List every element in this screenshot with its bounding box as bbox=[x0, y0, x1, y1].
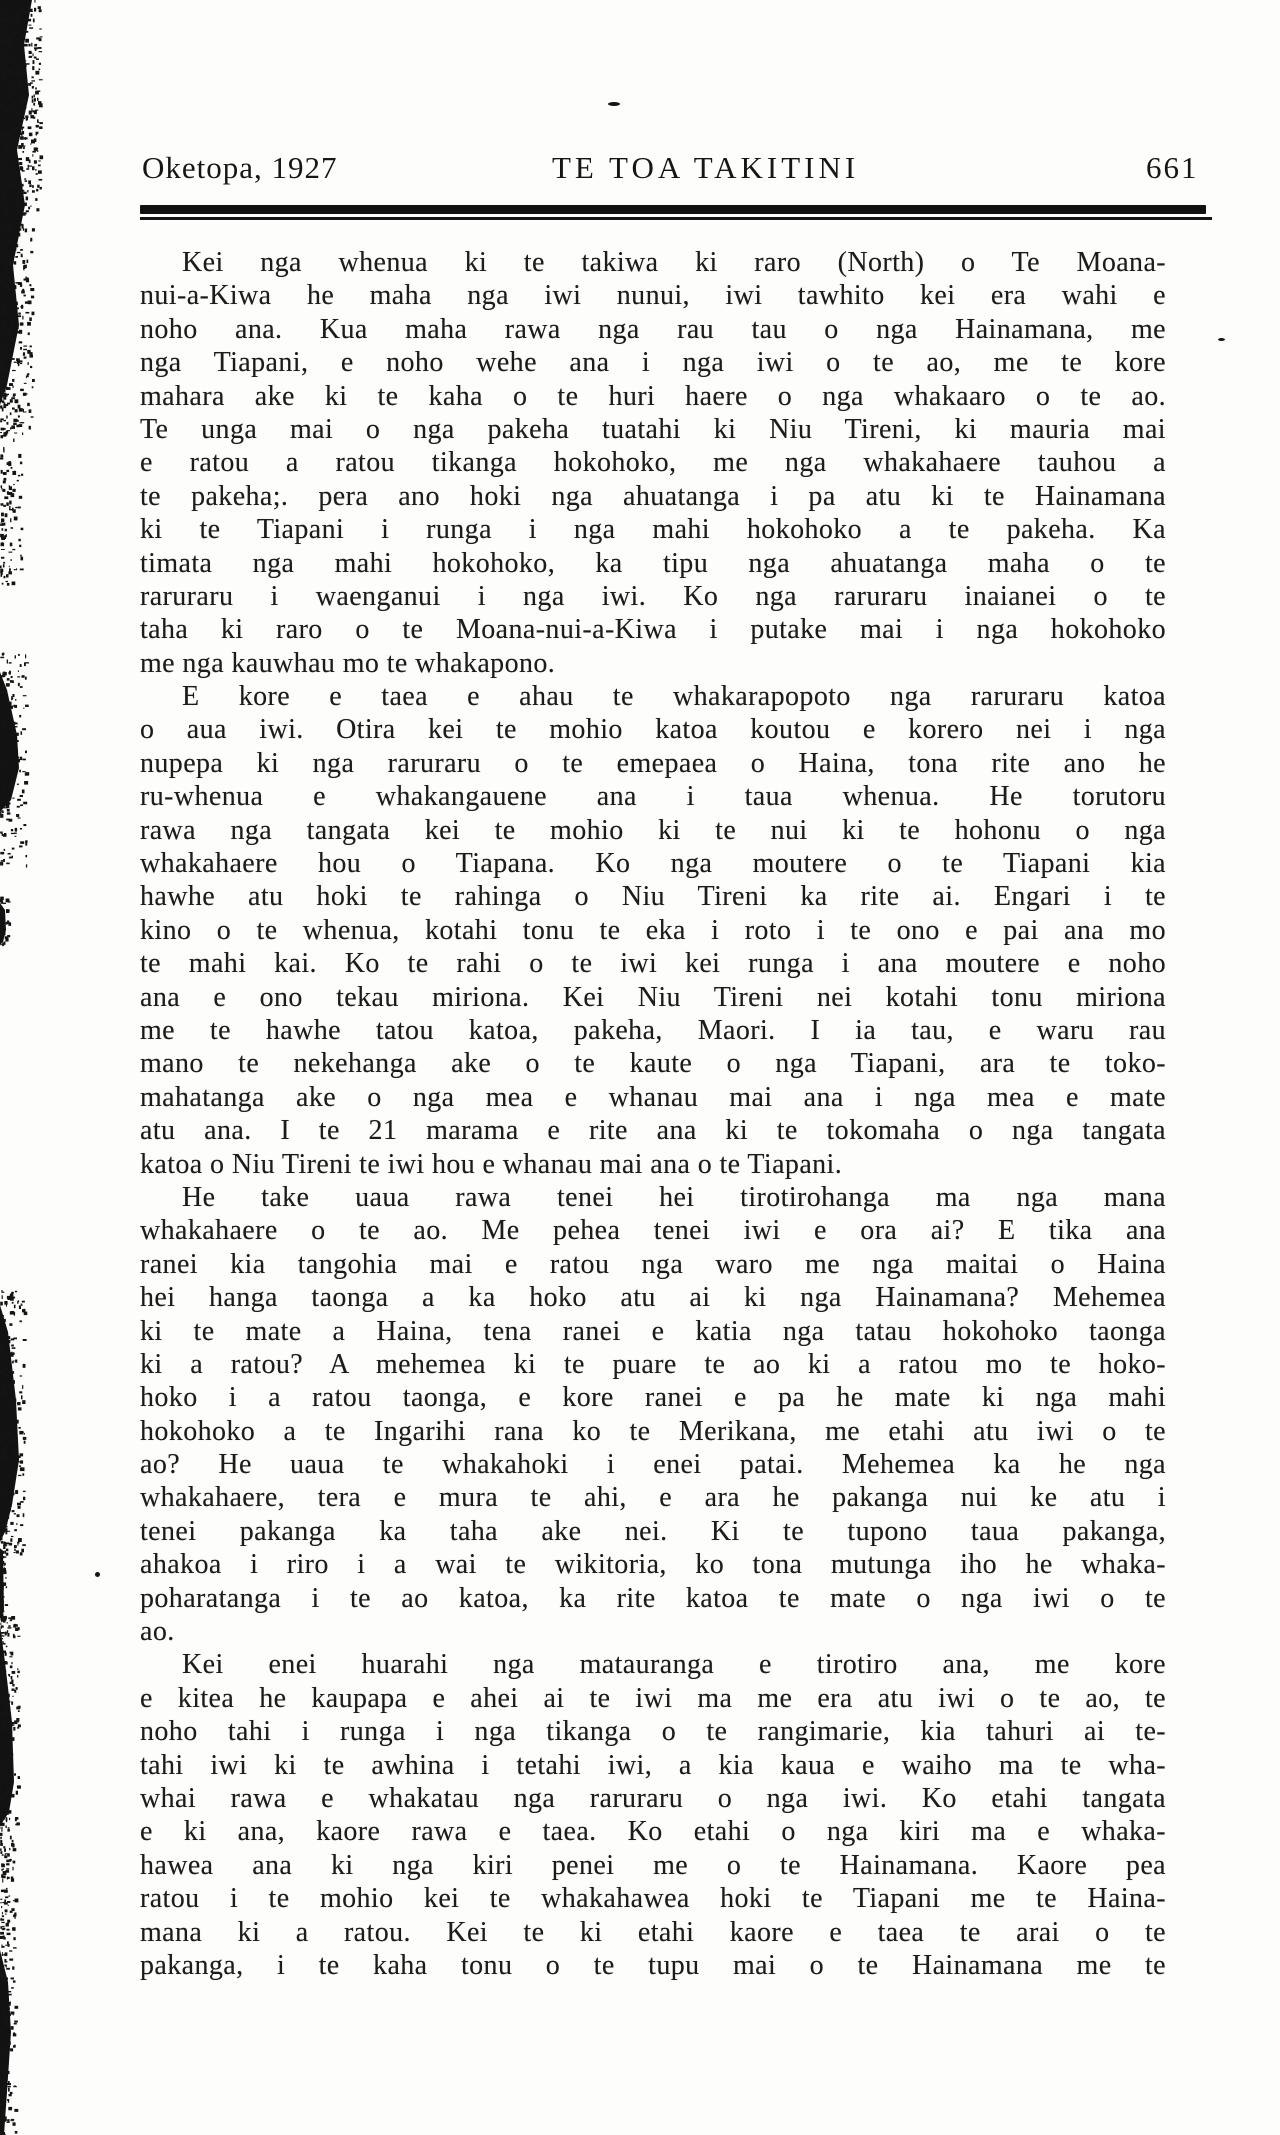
text-line: mahara ake ki te kaha o te huri haere o nga whakaaro o te ao. bbox=[140, 380, 1166, 412]
text-line: ratou i te mohio kei te whakahawea hoki te Tiapani me te Haina- bbox=[140, 1883, 1166, 1915]
text-line: tenei pakanga ka taha ake nei. Ki te tupono taua pakanga, bbox=[140, 1515, 1166, 1547]
text-line: whakahaere hou o Tiapana. Ko nga moutere o te Tiapani kia bbox=[140, 848, 1166, 880]
text-line: ana e ono tekau miriona. Kei Niu Tireni nei kotahi tonu miriona bbox=[140, 981, 1166, 1013]
text-line: me te hawhe tatou katoa, pakeha, Maori. I ia tau, e waru rau bbox=[140, 1014, 1166, 1046]
text-line: poharatanga i te ao katoa, ka rite katoa te mate o nga iwi o te bbox=[140, 1582, 1166, 1614]
text-line: noho ana. Kua maha rawa nga rau tau o nga Hainamana, me bbox=[140, 313, 1166, 345]
text-line: Kei enei huarahi nga matauranga e tirotiro ana, me kore bbox=[182, 1649, 1166, 1681]
text-line: te pakeha;. pera ano hoki nga ahuatanga i pa atu ki te Hainamana bbox=[140, 480, 1166, 512]
text-line: me nga kauwhau mo te whakapono. bbox=[140, 647, 556, 679]
text-line: pakanga, i te kaha tonu o te tupu mai o te Hainamana me te bbox=[140, 1949, 1166, 1981]
text-line: mahatanga ake o nga mea e whanau mai ana i nga mea e mate bbox=[140, 1081, 1166, 1113]
text-line: Te unga mai o nga pakeha tuatahi ki Niu Tireni, ki mauria mai bbox=[140, 413, 1166, 445]
text-line: tahi iwi ki te awhina i tetahi iwi, a kia kaua e waiho ma te wha- bbox=[140, 1749, 1166, 1781]
text-line: katoa o Niu Tireni te iwi hou e whanau mai ana o te Tiapani. bbox=[140, 1148, 843, 1180]
ink-spot bbox=[95, 1572, 100, 1577]
text-line: e ki ana, kaore rawa e taea. Ko etahi o nga kiri ma e whaka- bbox=[140, 1816, 1166, 1848]
text-line: hei hanga taonga a ka hoko atu ai ki nga Hainamana? Mehemea bbox=[140, 1282, 1166, 1314]
text-line: ru-whenua e whakangauene ana i taua whenua. He torutoru bbox=[140, 781, 1166, 813]
text-line: He take uaua rawa tenei hei tirotirohanga ma nga mana bbox=[182, 1181, 1166, 1213]
text-line: whai rawa e whakatau nga raruraru o nga iwi. Ko etahi tangata bbox=[140, 1782, 1166, 1814]
text-line: ki te mate a Haina, tena ranei e katia nga tatau hokohoko taonga bbox=[140, 1315, 1166, 1347]
header-rule bbox=[140, 205, 1206, 221]
text-line: te mahi kai. Ko te rahi o te iwi kei runga i ana moutere e noho bbox=[140, 948, 1166, 980]
text-line: hokohoko a te Ingarihi rana ko te Merikana, me etahi atu iwi o te bbox=[140, 1415, 1166, 1447]
text-line: ki te Tiapani i runga i nga mahi hokohoko a te pakeha. Ka bbox=[140, 514, 1166, 546]
article-text bbox=[140, 246, 1166, 1982]
text-line: mana ki a ratou. Kei te ki etahi kaore e taea te arai o te bbox=[140, 1916, 1166, 1948]
text-line: whakahaere, tera e mura te ahi, e ara he pakanga nui ke atu i bbox=[140, 1482, 1166, 1514]
ink-spot bbox=[1218, 338, 1225, 341]
text-line: nga Tiapani, e noho wehe ana i nga iwi o te ao, me te kore bbox=[140, 347, 1166, 379]
page-number: 661 bbox=[1146, 150, 1199, 185]
text-line: hoko i a ratou taonga, e kore ranei e pa he mate ki nga mahi bbox=[140, 1382, 1166, 1414]
page-header bbox=[0, 0, 1280, 230]
text-line: Kei nga whenua ki te takiwa ki raro (North) o Te Moana- bbox=[182, 247, 1166, 278]
text-line: ranei kia tangohia mai e ratou nga waro me nga maitai o Haina bbox=[140, 1248, 1166, 1280]
text-line: ao. bbox=[140, 1616, 175, 1648]
text-line: whakahaere o te ao. Me pehea tenei iwi e ora ai? E tika ana bbox=[140, 1215, 1166, 1247]
text-line: taha ki raro o te Moana-nui-a-Kiwa i putake mai i nga hokohoko bbox=[140, 614, 1166, 646]
text-line: hawea ana ki nga kiri penei me o te Hainamana. Kaore pea bbox=[140, 1849, 1166, 1881]
text-line: raruraru i waenganui i nga iwi. Ko nga raruraru inaianei o te bbox=[140, 580, 1166, 612]
text-line: ahakoa i riro i a wai te wikitoria, ko tona mutunga iho he whaka- bbox=[140, 1549, 1166, 1581]
ink-spot bbox=[608, 102, 620, 106]
text-line: nui-a-Kiwa he maha nga iwi nunui, iwi tawhito kei era wahi e bbox=[140, 280, 1166, 312]
header-rule-thin bbox=[140, 217, 1212, 220]
text-line: rawa nga tangata kei te mohio ki te nui ki te hohonu o nga bbox=[140, 814, 1166, 846]
text-line: atu ana. I te 21 marama e rite ana ki te tokomaha o nga tangata bbox=[140, 1115, 1166, 1147]
scan-edge-artifact bbox=[0, 0, 52, 2135]
text-line: mano te nekehanga ake o te kaute o nga Tiapani, ara te toko- bbox=[140, 1048, 1166, 1080]
text-line: ki a ratou? A mehemea ki te puare te ao ki a ratou mo te hoko- bbox=[140, 1348, 1166, 1380]
text-line: noho tahi i runga i nga tikanga o te rangimarie, kia tahuri ai te- bbox=[140, 1716, 1166, 1748]
text-line: ao? He uaua te whakahoki i enei patai. Mehemea ka he nga bbox=[140, 1449, 1166, 1481]
text-line: kino o te whenua, kotahi tonu te eka i roto i te ono e pai ana mo bbox=[140, 914, 1166, 946]
text-line: E kore e taea e ahau te whakarapopoto nga raruraru katoa bbox=[182, 681, 1166, 713]
issue-date: Oketopa, 1927 bbox=[142, 150, 338, 185]
text-line: e kitea he kaupapa e ahei ai te iwi ma me era atu iwi o te ao, te bbox=[140, 1682, 1166, 1714]
text-line: timata nga mahi hokohoko, ka tipu nga ahuatanga maha o te bbox=[140, 547, 1166, 579]
masthead-title: TE TOA TAKITINI bbox=[552, 150, 860, 185]
text-line: e ratou a ratou tikanga hokohoko, me nga whakahaere tauhou a bbox=[140, 447, 1166, 479]
text-line: hawhe atu hoki te rahinga o Niu Tireni ka rite ai. Engari i te bbox=[140, 881, 1166, 913]
text-line: o aua iwi. Otira kei te mohio katoa koutou e korero nei i nga bbox=[140, 714, 1166, 746]
text-line: nupepa ki nga raruraru o te emepaea o Haina, tona rite ano he bbox=[140, 747, 1166, 779]
header-rule-thick bbox=[140, 205, 1206, 214]
